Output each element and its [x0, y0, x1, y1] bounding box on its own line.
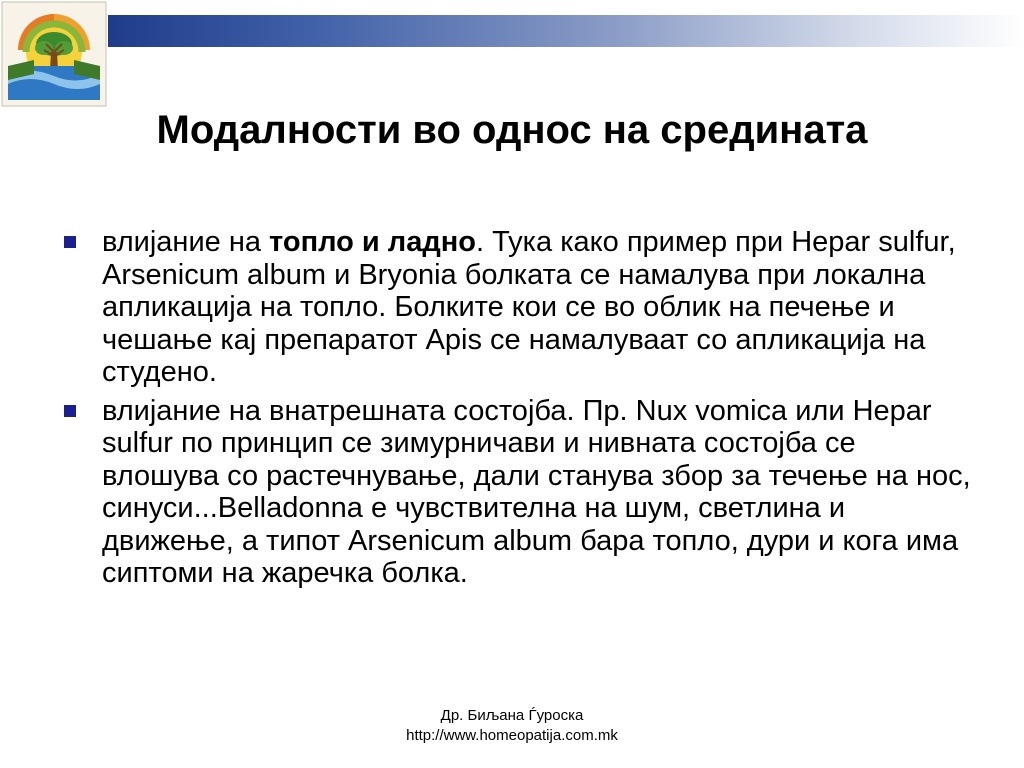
- footer: [0, 706, 1024, 746]
- bullet-text-suffix: . Тука како пример при Hepar sulfur, Arsenicum album и Bryonia болката се намалува при локална апликација на топло. Болките кои се во облик на печење и чешање кај препаратот Apis се намалуваат со апликација на студено.: [102, 226, 956, 388]
- footer-author: Др. Биљана Ѓуроска: [440, 707, 584, 724]
- slide-title: Модалности во однос на средината: [156, 108, 868, 152]
- bullet-item: [62, 226, 972, 389]
- square-bullet-icon: [64, 236, 76, 248]
- bullet-item: [62, 395, 972, 590]
- bullet-text: влијание на внатрешната состојба. Пр. Nux vomica или Hepar sulfur по принцип се зимурничави и нивната состојба се влошува со растечнување, дали станува збор за течење на нос, синуси...Belladonna е чувствителна на шум, светлина и движење, а типот Arsenicum album бара топло, дури и кога има сиптоми на жаречка болка.: [102, 394, 971, 589]
- header-gradient-bar: [108, 15, 1024, 47]
- bullet-text-prefix: влијание на: [102, 226, 270, 258]
- bullet-text-bold: топло и ладно: [269, 226, 476, 258]
- bullet-list: [62, 226, 972, 596]
- tree-logo-icon: [0, 0, 108, 108]
- footer-url: http://www.homeopatija.com.mk: [406, 727, 618, 744]
- square-bullet-icon: [64, 405, 76, 417]
